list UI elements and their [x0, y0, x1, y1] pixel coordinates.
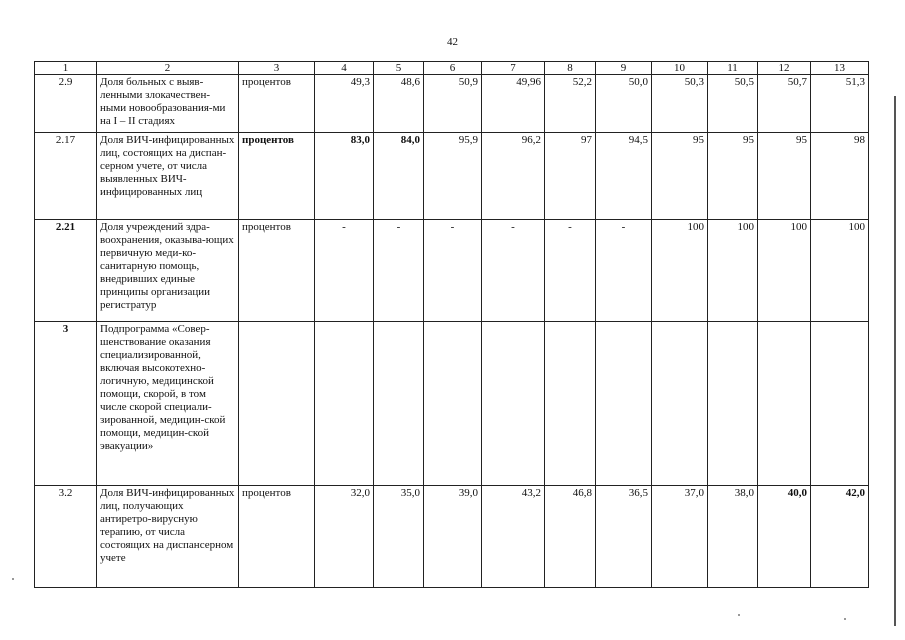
value-cell: 46,8	[545, 486, 596, 588]
value-cell: 50,3	[652, 75, 708, 133]
unit-cell: процентов	[239, 220, 315, 322]
value-cell: -	[424, 220, 482, 322]
table-row	[35, 322, 869, 486]
value-cell: 52,2	[545, 75, 596, 133]
value-cell: 39,0	[424, 486, 482, 588]
indicator-name: Доля ВИЧ-инфицированных лиц, состоящих на диспан-серном учете, от числа выявленных ВИЧ-инфицированных лиц	[97, 133, 239, 220]
value-cell: 100	[708, 220, 758, 322]
column-number: 13	[811, 62, 869, 75]
value-cell: 51,3	[811, 75, 869, 133]
value-cell	[545, 322, 596, 486]
value-cell	[758, 322, 811, 486]
value-cell: -	[596, 220, 652, 322]
value-cell: 43,2	[482, 486, 545, 588]
indicator-name: Доля больных с выяв-ленными злокачествен-ными новообразования-ми на I – II стадиях	[97, 75, 239, 133]
value-cell: 83,0	[315, 133, 374, 220]
value-cell	[811, 322, 869, 486]
table-row	[35, 133, 869, 220]
value-cell: -	[374, 220, 424, 322]
value-cell: 98	[811, 133, 869, 220]
column-number: 11	[708, 62, 758, 75]
column-number: 6	[424, 62, 482, 75]
value-cell: 94,5	[596, 133, 652, 220]
value-cell: 35,0	[374, 486, 424, 588]
row-code: 3	[35, 322, 97, 486]
column-number: 12	[758, 62, 811, 75]
column-number: 2	[97, 62, 239, 75]
value-cell: 95	[652, 133, 708, 220]
value-cell: 84,0	[374, 133, 424, 220]
column-number: 7	[482, 62, 545, 75]
scan-speck	[844, 618, 846, 620]
value-cell: 50,0	[596, 75, 652, 133]
column-number: 3	[239, 62, 315, 75]
value-cell: 37,0	[652, 486, 708, 588]
indicator-name: Доля учреждений здра-воохранения, оказыва-ющих первичную меди-ко-санитарную помощь, внедривших единые принципы организации регистратур	[97, 220, 239, 322]
column-number-row	[35, 62, 869, 75]
value-cell: -	[482, 220, 545, 322]
value-cell: 36,5	[596, 486, 652, 588]
table-row	[35, 486, 869, 588]
row-code: 3.2	[35, 486, 97, 588]
indicator-table	[34, 61, 869, 588]
value-cell: 48,6	[374, 75, 424, 133]
row-code: 2.9	[35, 75, 97, 133]
value-cell: 38,0	[708, 486, 758, 588]
value-cell	[424, 322, 482, 486]
value-cell: 40,0	[758, 486, 811, 588]
scan-speck	[738, 614, 740, 616]
value-cell: 50,9	[424, 75, 482, 133]
value-cell: 42,0	[811, 486, 869, 588]
value-cell	[708, 322, 758, 486]
value-cell: 49,96	[482, 75, 545, 133]
value-cell	[596, 322, 652, 486]
value-cell: 100	[811, 220, 869, 322]
value-cell	[374, 322, 424, 486]
scan-edge-line	[894, 96, 896, 626]
scan-speck	[12, 578, 14, 580]
row-code: 2.21	[35, 220, 97, 322]
column-number: 8	[545, 62, 596, 75]
value-cell	[482, 322, 545, 486]
table-row	[35, 220, 869, 322]
value-cell: 95	[708, 133, 758, 220]
value-cell: 100	[758, 220, 811, 322]
unit-cell: процентов	[239, 486, 315, 588]
row-code: 2.17	[35, 133, 97, 220]
value-cell: 49,3	[315, 75, 374, 133]
indicator-name: Доля ВИЧ-инфицированных лиц, получающих антиретро-вирусную терапию, от числа состоящих на диспансерном учете	[97, 486, 239, 588]
value-cell: 50,7	[758, 75, 811, 133]
column-number: 1	[35, 62, 97, 75]
table-row	[35, 75, 869, 133]
value-cell: -	[315, 220, 374, 322]
value-cell: 95	[758, 133, 811, 220]
unit-cell: процентов	[239, 133, 315, 220]
value-cell: 32,0	[315, 486, 374, 588]
column-number: 9	[596, 62, 652, 75]
unit-cell: процентов	[239, 75, 315, 133]
page-number: 42	[447, 36, 458, 48]
column-number: 10	[652, 62, 708, 75]
value-cell	[315, 322, 374, 486]
value-cell: 100	[652, 220, 708, 322]
subprogram-name: Подпрограмма «Совер-шенствование оказания специализированной, включая высокотехно-логичную, медицинской помощи, скорой, в том числе скорой специали-зированной, медицин-ской помощи, медицин-ской эвакуации»	[97, 322, 239, 486]
value-cell: 97	[545, 133, 596, 220]
value-cell: 96,2	[482, 133, 545, 220]
column-number: 4	[315, 62, 374, 75]
column-number: 5	[374, 62, 424, 75]
value-cell: 50,5	[708, 75, 758, 133]
value-cell: 95,9	[424, 133, 482, 220]
value-cell: -	[545, 220, 596, 322]
value-cell	[652, 322, 708, 486]
unit-cell	[239, 322, 315, 486]
